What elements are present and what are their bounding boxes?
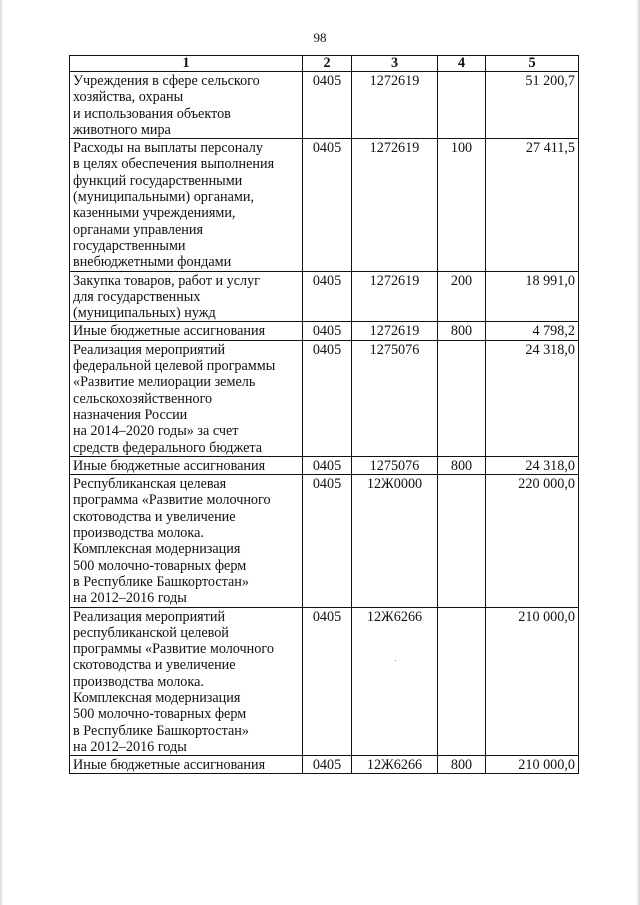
row-article: 1272619 (352, 271, 438, 322)
row-amount: 51 200,7 (486, 72, 579, 139)
table-header (70, 56, 579, 72)
row-name: Республиканская целевая программа «Развитие молочного скотоводства и увеличение производства молока. Комплексная модернизация 500 молочно-товарных ферм в Республике Башкортостан» на 2012–2016 годы (70, 475, 303, 607)
row-article: 1272619 (352, 322, 438, 340)
row-amount: 27 411,5 (486, 139, 579, 271)
column-header-section: 2 (303, 56, 352, 72)
row-section: 0405 (303, 607, 352, 756)
column-header-amount: 5 (486, 56, 579, 72)
row-section: 0405 (303, 475, 352, 607)
row-type (438, 340, 486, 456)
table-row (70, 72, 579, 139)
row-section: 0405 (303, 72, 352, 139)
row-type: 800 (438, 322, 486, 340)
row-article: 12Ж0000 (352, 475, 438, 607)
row-type (438, 475, 486, 607)
scan-speck (395, 660, 396, 661)
scan-edge-left (0, 0, 3, 905)
row-type: 800 (438, 756, 486, 774)
row-amount: 24 318,0 (486, 340, 579, 456)
table-body (70, 72, 579, 774)
row-amount: 210 000,0 (486, 756, 579, 774)
table-row (70, 139, 579, 271)
row-amount: 210 000,0 (486, 607, 579, 756)
row-name: Иные бюджетные ассигнования (70, 456, 303, 474)
table-row (70, 607, 579, 756)
row-section: 0405 (303, 139, 352, 271)
header-row (70, 56, 579, 72)
table-row (70, 322, 579, 340)
row-amount: 220 000,0 (486, 475, 579, 607)
row-section: 0405 (303, 456, 352, 474)
table-row (70, 456, 579, 474)
row-article: 1272619 (352, 139, 438, 271)
row-name: Реализация мероприятий федеральной целевой программы «Развитие мелиорации земель сельскохозяйственного назначения России на 2014–2020 годы» за счет средств федерального бюджета (70, 340, 303, 456)
row-article: 1275076 (352, 340, 438, 456)
row-article: 1272619 (352, 72, 438, 139)
row-name: Закупка товаров, работ и услуг для государственных (муниципальных) нужд (70, 271, 303, 322)
row-amount: 4 798,2 (486, 322, 579, 340)
row-amount: 18 991,0 (486, 271, 579, 322)
row-type (438, 72, 486, 139)
table-row (70, 340, 579, 456)
row-type: 100 (438, 139, 486, 271)
row-article: 12Ж6266 (352, 607, 438, 756)
column-header-name: 1 (70, 56, 303, 72)
row-section: 0405 (303, 756, 352, 774)
row-name: Реализация мероприятий республиканской целевой программы «Развитие молочного скотоводства и увеличение производства молока. Комплексная модернизация 500 молочно-товарных ферм в Республике Башкортостан» на 2012–2016 годы (70, 607, 303, 756)
row-type (438, 607, 486, 756)
row-type: 800 (438, 456, 486, 474)
row-type: 200 (438, 271, 486, 322)
table-row (70, 756, 579, 774)
budget-table (69, 55, 579, 774)
table-row (70, 475, 579, 607)
column-header-article: 3 (352, 56, 438, 72)
row-name: Расходы на выплаты персоналу в целях обеспечения выполнения функций государственными (муниципальными) органами, казенными учреждениями, органами управления государственными внебюджетными фондами (70, 139, 303, 271)
row-article: 1275076 (352, 456, 438, 474)
column-header-type: 4 (438, 56, 486, 72)
table-row (70, 271, 579, 322)
page-number: 98 (313, 30, 327, 45)
row-section: 0405 (303, 340, 352, 456)
row-name: Иные бюджетные ассигнования (70, 322, 303, 340)
row-section: 0405 (303, 322, 352, 340)
row-amount: 24 318,0 (486, 456, 579, 474)
row-article: 12Ж6266 (352, 756, 438, 774)
row-name: Иные бюджетные ассигнования (70, 756, 303, 774)
scan-edge-right (636, 0, 640, 905)
row-name: Учреждения в сфере сельского хозяйства, охраны и использования объектов животного мира (70, 72, 303, 139)
row-section: 0405 (303, 271, 352, 322)
